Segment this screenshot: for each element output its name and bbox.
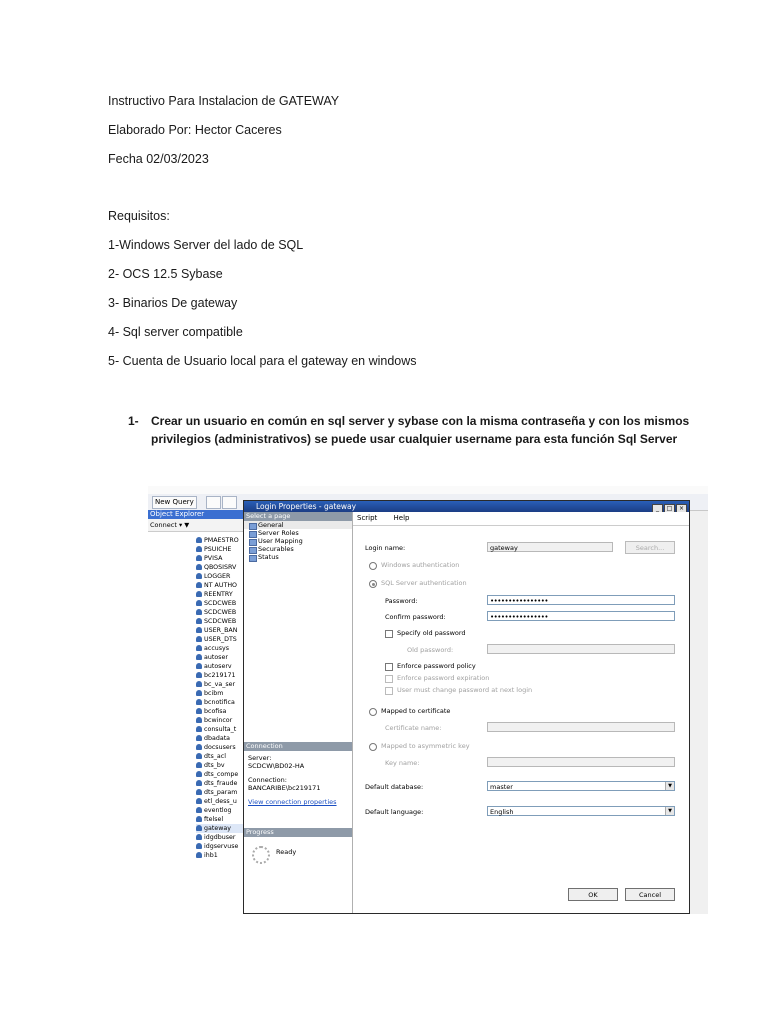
login-list-item[interactable]: [196, 725, 248, 734]
login-list-item-label: idgdbuser: [204, 834, 236, 841]
user-icon: [196, 654, 202, 660]
login-list-item-label: consulta_t: [204, 726, 237, 733]
login-name-label: Login name:: [365, 544, 406, 552]
user-icon: [196, 681, 202, 687]
login-list-item-label: bcwincor: [204, 717, 233, 724]
login-list-item-label: dts_acl: [204, 753, 226, 760]
user-icon: [196, 573, 202, 579]
login-list-item[interactable]: [196, 662, 248, 671]
progress-heading: Progress: [244, 828, 352, 837]
logins-list: [196, 536, 248, 860]
login-list-item-label: REENTRY: [204, 591, 233, 598]
user-icon: [196, 771, 202, 777]
requirement-item: 2- OCS 12.5 Sybase: [108, 267, 223, 281]
login-list-item[interactable]: [196, 698, 248, 707]
specify-old-password-checkbox[interactable]: [385, 630, 393, 638]
login-list-item[interactable]: [196, 752, 248, 761]
login-list-item-label: QBOSISRV: [204, 564, 237, 571]
password-input[interactable]: ••••••••••••••••: [487, 595, 675, 605]
login-list-item-label: SCDCWEB: [204, 618, 237, 625]
login-list-item-label: dbadata: [204, 735, 231, 742]
user-icon: [196, 744, 202, 750]
progress-status: Ready: [276, 848, 297, 856]
minimize-icon[interactable]: _: [652, 504, 663, 514]
maximize-icon[interactable]: □: [664, 504, 675, 514]
user-icon: [196, 627, 202, 633]
user-icon: [196, 762, 202, 768]
user-icon: [196, 798, 202, 804]
login-list-item[interactable]: [196, 599, 248, 608]
dialog-toolbar: [353, 512, 689, 526]
user-icon: [196, 600, 202, 606]
key-name-input[interactable]: [487, 757, 675, 767]
connection-label: Connection:: [248, 776, 287, 784]
login-list-item[interactable]: [196, 671, 248, 680]
requirement-item: 4- Sql server compatible: [108, 325, 243, 339]
default-language-select[interactable]: [487, 806, 675, 816]
login-list-item-label: autoser: [204, 654, 228, 661]
ssms-screenshot: [148, 486, 708, 914]
login-list-item[interactable]: [196, 563, 248, 572]
login-list-item-label: PSUICHE: [204, 546, 232, 553]
cancel-button[interactable]: Cancel: [625, 888, 675, 901]
mapped-certificate-radio[interactable]: [369, 708, 377, 716]
object-explorer: [148, 510, 249, 914]
login-list-item[interactable]: [196, 797, 248, 806]
login-list-item-label: dts_param: [204, 789, 238, 796]
connection-value: BANCARIBE\bc219171: [248, 784, 321, 792]
user-icon: [196, 537, 202, 543]
certificate-name-label: Certificate name:: [385, 724, 442, 732]
chevron-down-icon[interactable]: ▼: [665, 807, 674, 815]
connect-button[interactable]: Connect ▾: [150, 521, 183, 529]
server-label: Server:: [248, 754, 272, 762]
login-list-item-label: PMAESTRO: [204, 537, 239, 544]
login-list-item[interactable]: [196, 833, 248, 842]
login-list-item-label: bcibm: [204, 690, 224, 697]
login-list-item-label: SCDCWEB: [204, 600, 237, 607]
login-list-item-label: idgservuse: [204, 843, 239, 850]
enforce-expiration-label: Enforce password expiration: [397, 674, 490, 682]
user-icon: [196, 708, 202, 714]
requirements-heading: Requisitos:: [108, 209, 170, 223]
login-list-item[interactable]: [196, 707, 248, 716]
server-value: SCDCW\BD02-HA: [248, 762, 305, 770]
mapped-certificate-label: Mapped to certificate: [381, 707, 451, 715]
windows-auth-radio[interactable]: [369, 562, 377, 570]
login-list-item[interactable]: [196, 590, 248, 599]
user-icon: [196, 816, 202, 822]
login-list-item[interactable]: [196, 608, 248, 617]
login-list-item-label: autoserv: [204, 663, 232, 670]
login-list-item[interactable]: [196, 779, 248, 788]
windows-auth-label: Windows authentication: [381, 561, 460, 569]
user-icon: [196, 753, 202, 759]
login-list-item-label: bc219171: [204, 672, 236, 679]
mapped-asymmetric-radio[interactable]: [369, 743, 377, 751]
login-list-item-label: etl_dess_u: [204, 798, 237, 805]
login-list-item-label: USER_DTS: [204, 636, 237, 643]
doc-date: Fecha 02/03/2023: [108, 152, 209, 166]
old-password-input[interactable]: [487, 644, 675, 654]
enforce-policy-checkbox[interactable]: [385, 663, 393, 671]
doc-title: Instructivo Para Instalacion de GATEWAY: [108, 94, 340, 108]
open-file-icon[interactable]: [206, 496, 221, 509]
login-list-item-label: LOGGER: [204, 573, 231, 580]
progress-section: [244, 828, 352, 856]
must-change-checkbox[interactable]: [385, 687, 393, 695]
login-list-item[interactable]: [196, 806, 248, 815]
user-icon: [196, 591, 202, 597]
login-list-item[interactable]: [196, 617, 248, 626]
login-list-item[interactable]: [196, 554, 248, 563]
user-icon: [196, 564, 202, 570]
old-password-label: Old password:: [407, 646, 454, 654]
menu-bar: [148, 486, 708, 494]
login-list-item[interactable]: [196, 851, 248, 860]
script-button[interactable]: Script: [357, 514, 378, 522]
certificate-name-input[interactable]: [487, 722, 675, 732]
default-database-value: master: [490, 783, 513, 791]
login-list-item[interactable]: [196, 653, 248, 662]
user-icon: [196, 852, 202, 858]
page-server-roles[interactable]: Server Roles: [244, 529, 352, 537]
new-query-button[interactable]: New Query: [152, 496, 197, 509]
default-database-label: Default database:: [365, 783, 424, 791]
close-icon[interactable]: ×: [676, 504, 687, 514]
specify-old-password-label: Specify old password: [397, 629, 466, 637]
user-icon: [196, 672, 202, 678]
default-language-label: Default language:: [365, 808, 424, 816]
progress-spinner-icon: [252, 846, 270, 864]
login-list-item-label: accusys: [204, 645, 230, 652]
enforce-policy-label: Enforce password policy: [397, 662, 476, 670]
confirm-password-input[interactable]: ••••••••••••••••: [487, 611, 675, 621]
login-list-item-label: SCDCWEB: [204, 609, 237, 616]
page-securables[interactable]: Securables: [244, 545, 352, 553]
search-button[interactable]: Search...: [625, 541, 675, 554]
login-list-item[interactable]: [196, 536, 248, 545]
page-status[interactable]: Status: [244, 553, 352, 561]
login-list-item[interactable]: [196, 842, 248, 851]
help-button[interactable]: Help: [393, 514, 410, 522]
user-icon: [196, 825, 202, 831]
login-list-item-label: PVISA: [204, 555, 223, 562]
user-icon: [196, 636, 202, 642]
user-icon: [196, 555, 202, 561]
page-general[interactable]: General: [244, 521, 352, 529]
user-icon: [196, 789, 202, 795]
login-list-item[interactable]: [196, 680, 248, 689]
select-page-heading: Select a page: [244, 512, 352, 521]
login-list-item[interactable]: [196, 743, 248, 752]
sql-auth-label: SQL Server authentication: [381, 579, 467, 587]
login-list-item[interactable]: [196, 770, 248, 779]
login-list-item[interactable]: [196, 545, 248, 554]
login-list-item-label: dts_bv: [204, 762, 225, 769]
connection-heading: Connection: [244, 742, 352, 751]
page-user-mapping[interactable]: User Mapping: [244, 537, 352, 545]
object-explorer-toolbar: [148, 519, 248, 532]
login-list-item-label: dts_fraude: [204, 780, 238, 787]
enforce-expiration-checkbox[interactable]: [385, 675, 393, 683]
default-database-select[interactable]: [487, 781, 675, 791]
dialog-title: Login Properties - gateway: [256, 502, 357, 511]
login-list-item-label: gateway: [204, 825, 231, 832]
filter-icon[interactable]: ▼: [184, 521, 190, 529]
mapped-asymmetric-label: Mapped to asymmetric key: [381, 742, 470, 750]
user-icon: [196, 726, 202, 732]
default-language-value: English: [490, 808, 514, 816]
login-list-item-label: docsusers: [204, 744, 236, 751]
login-list-item-label: ftelsel: [204, 816, 224, 823]
connection-section: [244, 742, 352, 806]
user-icon: [196, 618, 202, 624]
page-selector-pane: [244, 512, 353, 913]
login-list-item-label: NT AUTHO: [204, 582, 238, 589]
login-list-item[interactable]: [196, 626, 248, 635]
login-list-item[interactable]: [196, 581, 248, 590]
login-list-item[interactable]: [196, 815, 248, 824]
general-page: [353, 512, 689, 913]
login-list-item[interactable]: [196, 788, 248, 797]
user-icon: [196, 780, 202, 786]
user-icon: [196, 717, 202, 723]
login-list-item-label: bcnotifica: [204, 699, 235, 706]
must-change-label: User must change password at next login: [397, 686, 533, 694]
login-list-item[interactable]: [196, 761, 248, 770]
view-connection-properties-link[interactable]: View connection properties: [248, 798, 337, 806]
login-list-item-label: bcofisa: [204, 708, 227, 715]
user-icon: [196, 699, 202, 705]
user-icon: [196, 690, 202, 696]
user-icon: [196, 582, 202, 588]
user-icon: [196, 609, 202, 615]
login-name-input[interactable]: gateway: [487, 542, 613, 552]
step-1-number: 1-: [128, 414, 139, 428]
user-icon: [196, 663, 202, 669]
save-icon[interactable]: [222, 496, 237, 509]
login-list-item-label: bc_va_ser: [204, 681, 236, 688]
user-icon: [196, 645, 202, 651]
confirm-password-label: Confirm password:: [385, 613, 446, 621]
login-list-item[interactable]: [196, 824, 248, 833]
login-list-item[interactable]: [196, 734, 248, 743]
login-list-item[interactable]: [196, 716, 248, 725]
user-icon: [196, 735, 202, 741]
requirement-item: 1-Windows Server del lado de SQL: [108, 238, 304, 252]
ok-button[interactable]: OK: [568, 888, 618, 901]
login-list-item-label: eventlog: [204, 807, 232, 814]
requirement-item: 3- Binarios De gateway: [108, 296, 238, 310]
requirement-item: 5- Cuenta de Usuario local para el gateway en windows: [108, 354, 417, 368]
dialog-titlebar: [244, 501, 689, 512]
login-properties-dialog: [243, 500, 690, 914]
sql-auth-radio[interactable]: [369, 580, 377, 588]
user-icon: [196, 843, 202, 849]
login-list-item-label: dts_compe: [204, 771, 239, 778]
user-icon: [196, 807, 202, 813]
login-list-item-label: ihb1: [204, 852, 218, 859]
login-list-item-label: USER_BAN: [204, 627, 238, 634]
user-icon: [196, 834, 202, 840]
user-icon: [196, 546, 202, 552]
step-1-text: Crear un usuario en común en sql server y sybase con la misma contraseña y con los mismos privilegios (administrativos) se puede usar cualquier username para esta función Sql Server: [151, 414, 690, 446]
object-explorer-title: Object Explorer: [148, 510, 248, 519]
key-name-label: Key name:: [385, 759, 420, 767]
login-list-item[interactable]: [196, 689, 248, 698]
password-label: Password:: [385, 597, 418, 605]
doc-author: Elaborado Por: Hector Caceres: [108, 123, 282, 137]
login-list-item[interactable]: [196, 572, 248, 581]
login-list-item[interactable]: [196, 635, 248, 644]
login-list-item[interactable]: [196, 644, 248, 653]
chevron-down-icon[interactable]: ▼: [665, 782, 674, 790]
